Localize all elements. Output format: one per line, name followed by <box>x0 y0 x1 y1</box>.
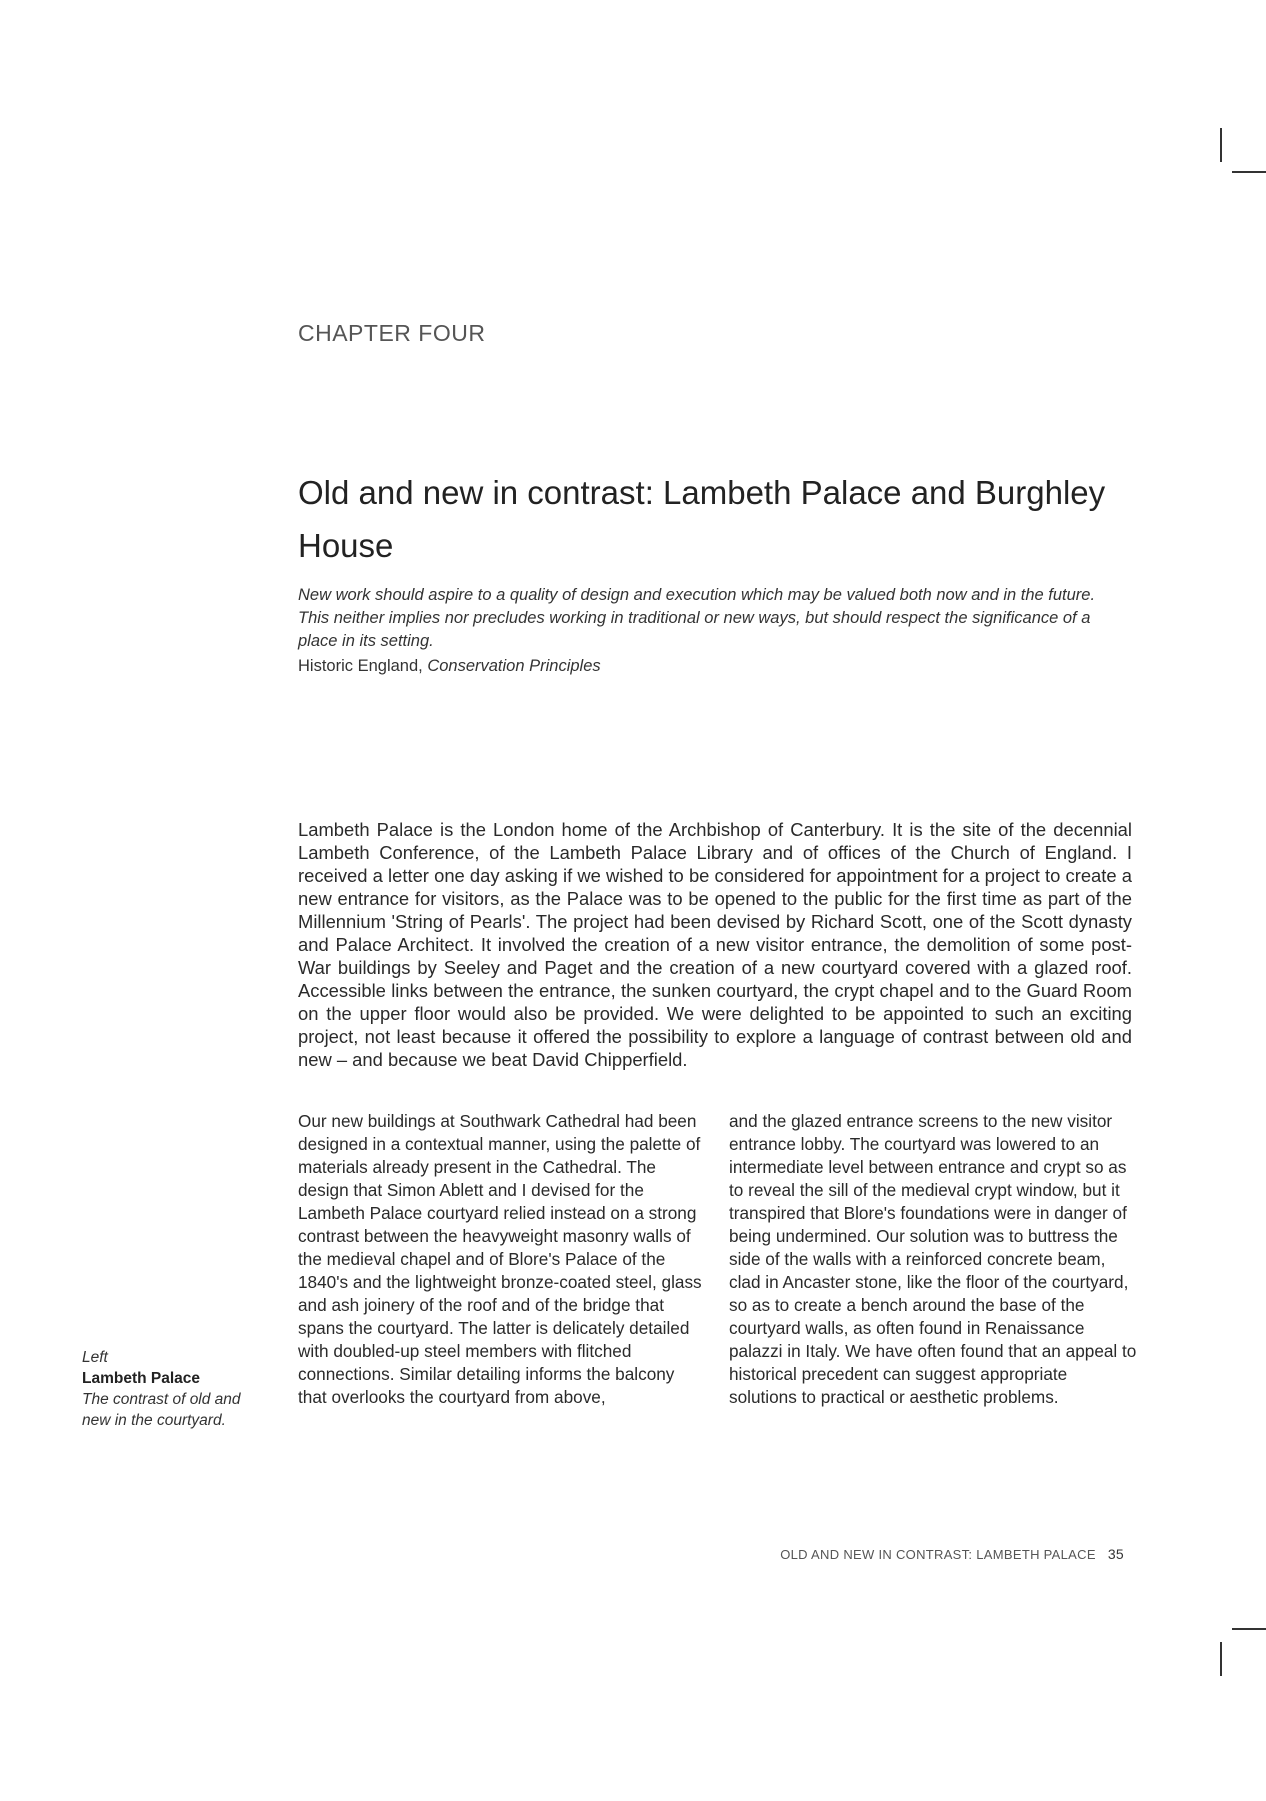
chapter-title: Old and new in contrast: Lambeth Palace and Burghley House <box>298 474 1106 564</box>
epigraph-quote: New work should aspire to a quality of design and execution which may be valued both now and in the future. This neither implies nor precludes working in traditional or new ways, but should respect the significance of a place in its setting. <box>298 586 1096 650</box>
running-head: OLD AND NEW IN CONTRAST: LAMBETH PALACE <box>780 1547 1096 1562</box>
chapter-label: CHAPTER FOUR <box>298 320 486 346</box>
caption-description: The contrast of old and new in the courtyard. <box>82 1391 241 1429</box>
epigraph-source-author: Historic England, <box>298 657 428 675</box>
epigraph-source-work: Conservation Principles <box>427 657 601 675</box>
epigraph-source <box>298 655 1128 678</box>
body-column-right: and the glazed entrance screens to the new visitor entrance lobby. The courtyard was lowered to an intermediate level between entrance and crypt so as to reveal the sill of the medieval crypt window, but it transpired that Blore's foundations were in danger of being undermined. Our solution was to buttress the side of the walls with a reinforced concrete beam, clad in Ancaster stone, like the floor of the courtyard, so as to create a bench around the base of the courtyard walls, as often found in Renaissance palazzi in Italy. We have often found that an appeal to historical precedent can suggest appropriate solutions to practical or aesthetic problems. <box>729 1111 1137 1407</box>
body-column-left: Our new buildings at Southwark Cathedral had been designed in a contextual manner, using the palette of materials already present in the Cathedral. The design that Simon Ablett and I devised for the Lambeth Palace courtyard relied instead on a strong contrast between the heavyweight masonry walls of the medieval chapel and of Blore's Palace of the 1840's and the lightweight bronze-coated steel, glass and ash joinery of the roof and of the bridge that spans the courtyard. The latter is delicately detailed with doubled-up steel members with flitched connections. Similar detailing informs the balcony that overlooks the courtyard from above, <box>298 1111 702 1407</box>
running-footer <box>780 1546 1124 1562</box>
crop-mark-bottom-vertical <box>1220 1642 1222 1676</box>
page-number: 35 <box>1107 1546 1124 1562</box>
lead-paragraph: Lambeth Palace is the London home of the Archbishop of Canterbury. It is the site of the decennial Lambeth Conference, of the Lambeth Palace Library and of offices of the Church of England. I received a letter one day asking if we wished to be considered for appointment for a project to create a new entrance for visitors, as the Palace was to be opened to the public for the first time as part of the Millennium 'String of Pearls'. The project had been devised by Richard Scott, one of the Scott dynasty and Palace Architect. It involved the creation of a new visitor entrance, the demolition of some post-War buildings by Seeley and Paget and the creation of a new courtyard covered with a glazed roof. Accessible links between the entrance, the sunken courtyard, the crypt chapel and to the Guard Room on the upper floor would also be provided. We were delighted to be appointed to such an exciting project, not least because it offered the possibility to explore a language of contrast between old and new – and because we beat David Chipperfield. <box>298 819 1132 1070</box>
crop-mark-bottom-horizontal <box>1232 1628 1266 1630</box>
crop-mark-top-horizontal <box>1232 171 1266 173</box>
figure-caption <box>82 1347 262 1431</box>
caption-position: Left <box>82 1349 108 1366</box>
caption-title: Lambeth Palace <box>82 1370 201 1387</box>
crop-mark-top-vertical <box>1220 128 1222 162</box>
